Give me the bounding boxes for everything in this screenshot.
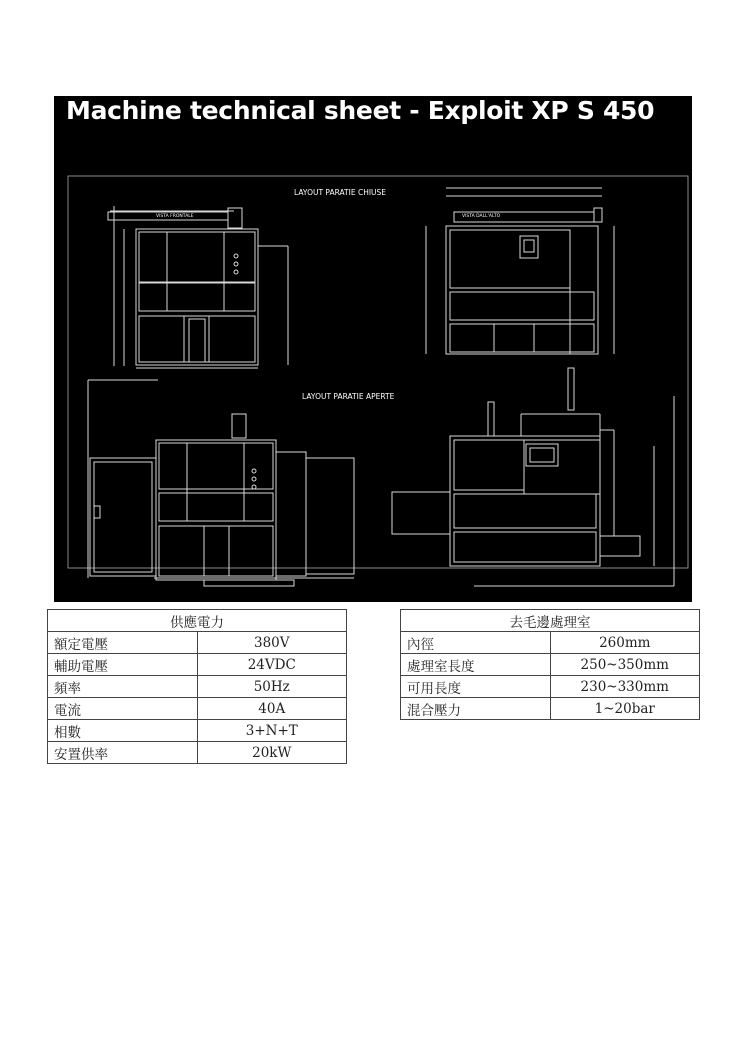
row-label: 頻率 [48, 676, 198, 698]
table-row [401, 632, 700, 654]
closed-layout-label: LAYOUT PARATIE CHIUSE [294, 188, 387, 197]
row-value: 24VDC [197, 654, 347, 676]
row-label: 安置供率 [48, 742, 198, 764]
row-label: 電流 [48, 698, 198, 720]
power-table-header: 供應電力 [48, 610, 347, 632]
table-row [48, 742, 347, 764]
sheet-title: Machine technical sheet - Exploit XP S 450 [66, 96, 655, 125]
row-label: 可用長度 [401, 676, 551, 698]
row-label: 額定電壓 [48, 632, 198, 654]
row-label: 內徑 [401, 632, 551, 654]
table-row [48, 632, 347, 654]
deburring-chamber-table [400, 609, 700, 720]
row-label: 相數 [48, 720, 198, 742]
row-value: 40A [197, 698, 347, 720]
row-value: 260mm [550, 632, 700, 654]
front-view-label: VISTA FRONTALE [156, 214, 194, 219]
machine-layout-drawing [54, 96, 692, 602]
table-row [48, 720, 347, 742]
row-label: 處理室長度 [401, 654, 551, 676]
row-label: 輔助電壓 [48, 654, 198, 676]
row-value: 3+N+T [197, 720, 347, 742]
technical-sheet-image [54, 96, 692, 602]
row-value: 230~330mm [550, 676, 700, 698]
row-value: 250~350mm [550, 654, 700, 676]
row-value: 380V [197, 632, 347, 654]
deburr-table-header: 去毛邊處理室 [401, 610, 700, 632]
power-supply-table [47, 609, 347, 764]
row-value: 20kW [197, 742, 347, 764]
table-row [48, 676, 347, 698]
table-row [48, 698, 347, 720]
table-row [401, 654, 700, 676]
row-value: 1~20bar [550, 698, 700, 720]
table-row [401, 698, 700, 720]
table-row [401, 676, 700, 698]
table-row [48, 654, 347, 676]
top-view-label: VISTA DALL'ALTO [462, 214, 501, 219]
row-value: 50Hz [197, 676, 347, 698]
open-layout-label: LAYOUT PARATIE APERTE [302, 392, 395, 401]
row-label: 混合壓力 [401, 698, 551, 720]
